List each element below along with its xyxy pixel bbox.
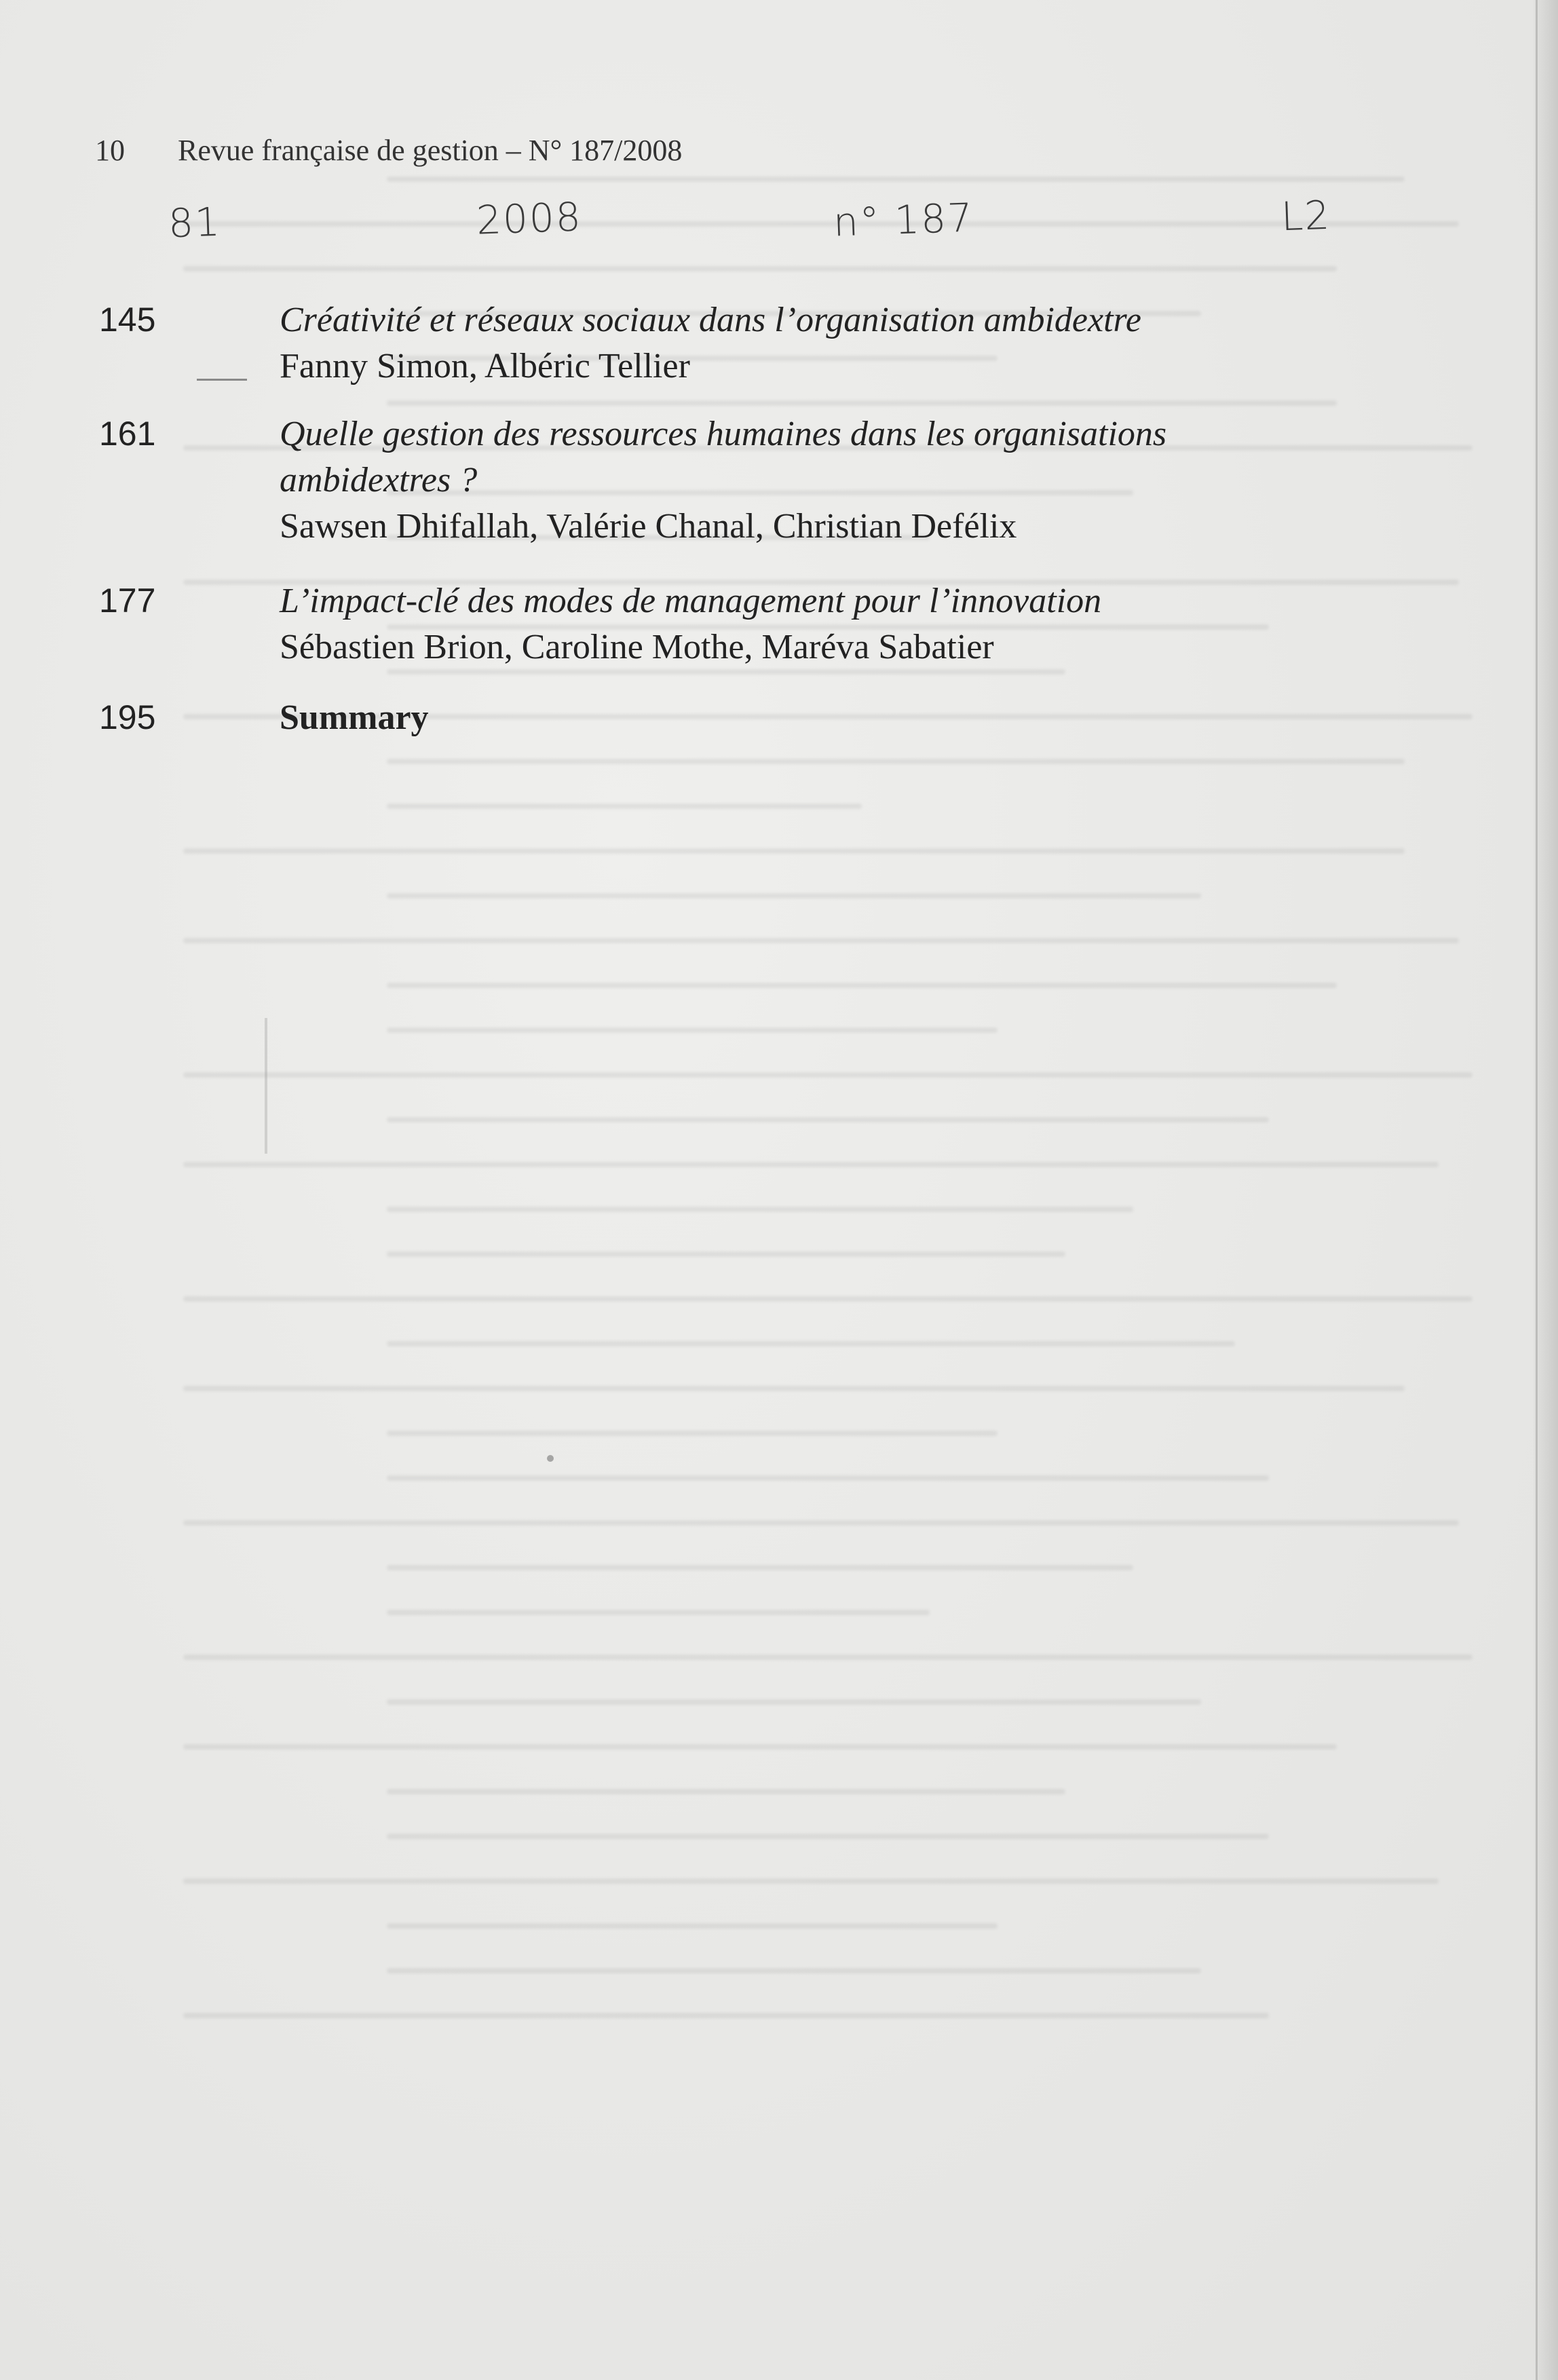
bleed-through-line [183, 938, 1459, 943]
toc-page-number: 161 [99, 415, 156, 453]
toc-entry-body [280, 297, 1365, 390]
handwritten-note: 81 [167, 198, 222, 247]
article-authors: Sawsen Dhifallah, Valérie Chanal, Christian Defélix [280, 507, 1017, 546]
pencil-dash-mark [197, 379, 247, 381]
toc-entry-body [280, 695, 1365, 741]
bleed-through-line [387, 1475, 1269, 1481]
toc-page-number: 195 [99, 698, 156, 736]
bleed-through-line [387, 400, 1337, 406]
bleed-through-line [387, 983, 1337, 988]
bleed-through-line [183, 1386, 1405, 1391]
bleed-through-line [387, 176, 1405, 182]
bleed-through-line [183, 1655, 1472, 1660]
bleed-through-line [387, 1610, 930, 1615]
running-head [95, 133, 682, 168]
summary-title[interactable]: Summary [280, 698, 429, 737]
bleed-through-line [183, 221, 1459, 227]
bleed-through-line [387, 804, 862, 809]
bleed-through-line [387, 759, 1405, 764]
article-authors: Sébastien Brion, Caroline Mothe, Maréva Sabatier [280, 628, 994, 666]
bleed-through-line [183, 1520, 1459, 1526]
journal-title: Revue française de gestion – N° 187/2008 [178, 134, 683, 167]
scan-speck [547, 1455, 554, 1462]
toc-page-number: 145 [99, 301, 156, 339]
bleed-through-line [387, 1699, 1201, 1705]
page-number: 10 [95, 134, 125, 167]
bleed-through-line [183, 1072, 1472, 1078]
toc-entry-body [280, 578, 1365, 670]
bleed-through-line [387, 1341, 1235, 1346]
bleed-through-line [387, 1834, 1269, 1839]
bleed-through-line [183, 1162, 1439, 1167]
bleed-through-line [387, 1789, 1065, 1794]
bleed-through-line [387, 1923, 998, 1929]
bleed-through-line [183, 2013, 1269, 2018]
scan-scratch [265, 1018, 267, 1154]
bleed-through-line [183, 1744, 1337, 1750]
article-authors: Fanny Simon, Albéric Tellier [280, 347, 690, 385]
bleed-through-line [183, 1296, 1472, 1302]
bleed-through-line [387, 1968, 1201, 1973]
handwritten-note: 2008 [475, 193, 583, 244]
article-title[interactable]: L’impact-clé des modes de management pour l’innovation [280, 582, 1102, 620]
handwritten-note: L2 [1280, 191, 1332, 240]
bleed-through-line [387, 893, 1201, 899]
toc-entry-body [280, 411, 1338, 550]
page-edge-line [1536, 0, 1538, 2380]
bleed-through-line [183, 1878, 1439, 1884]
bleed-through-line [183, 848, 1405, 854]
bleed-through-line [387, 1565, 1133, 1570]
article-title[interactable]: Quelle gestion des ressources humaines dans les organisations ambidextres ? [280, 415, 1167, 499]
bleed-through-line [183, 266, 1337, 271]
handwritten-note: n° 187 [832, 194, 975, 246]
article-title[interactable]: Créativité et réseaux sociaux dans l’organisation ambidextre [280, 301, 1141, 339]
bleed-through-line [387, 1207, 1133, 1212]
bleed-through-line [387, 1117, 1269, 1122]
bleed-through-line [387, 1251, 1065, 1257]
bleed-through-line [387, 1431, 998, 1436]
toc-page-number: 177 [99, 582, 156, 620]
bleed-through-line [387, 1027, 998, 1033]
